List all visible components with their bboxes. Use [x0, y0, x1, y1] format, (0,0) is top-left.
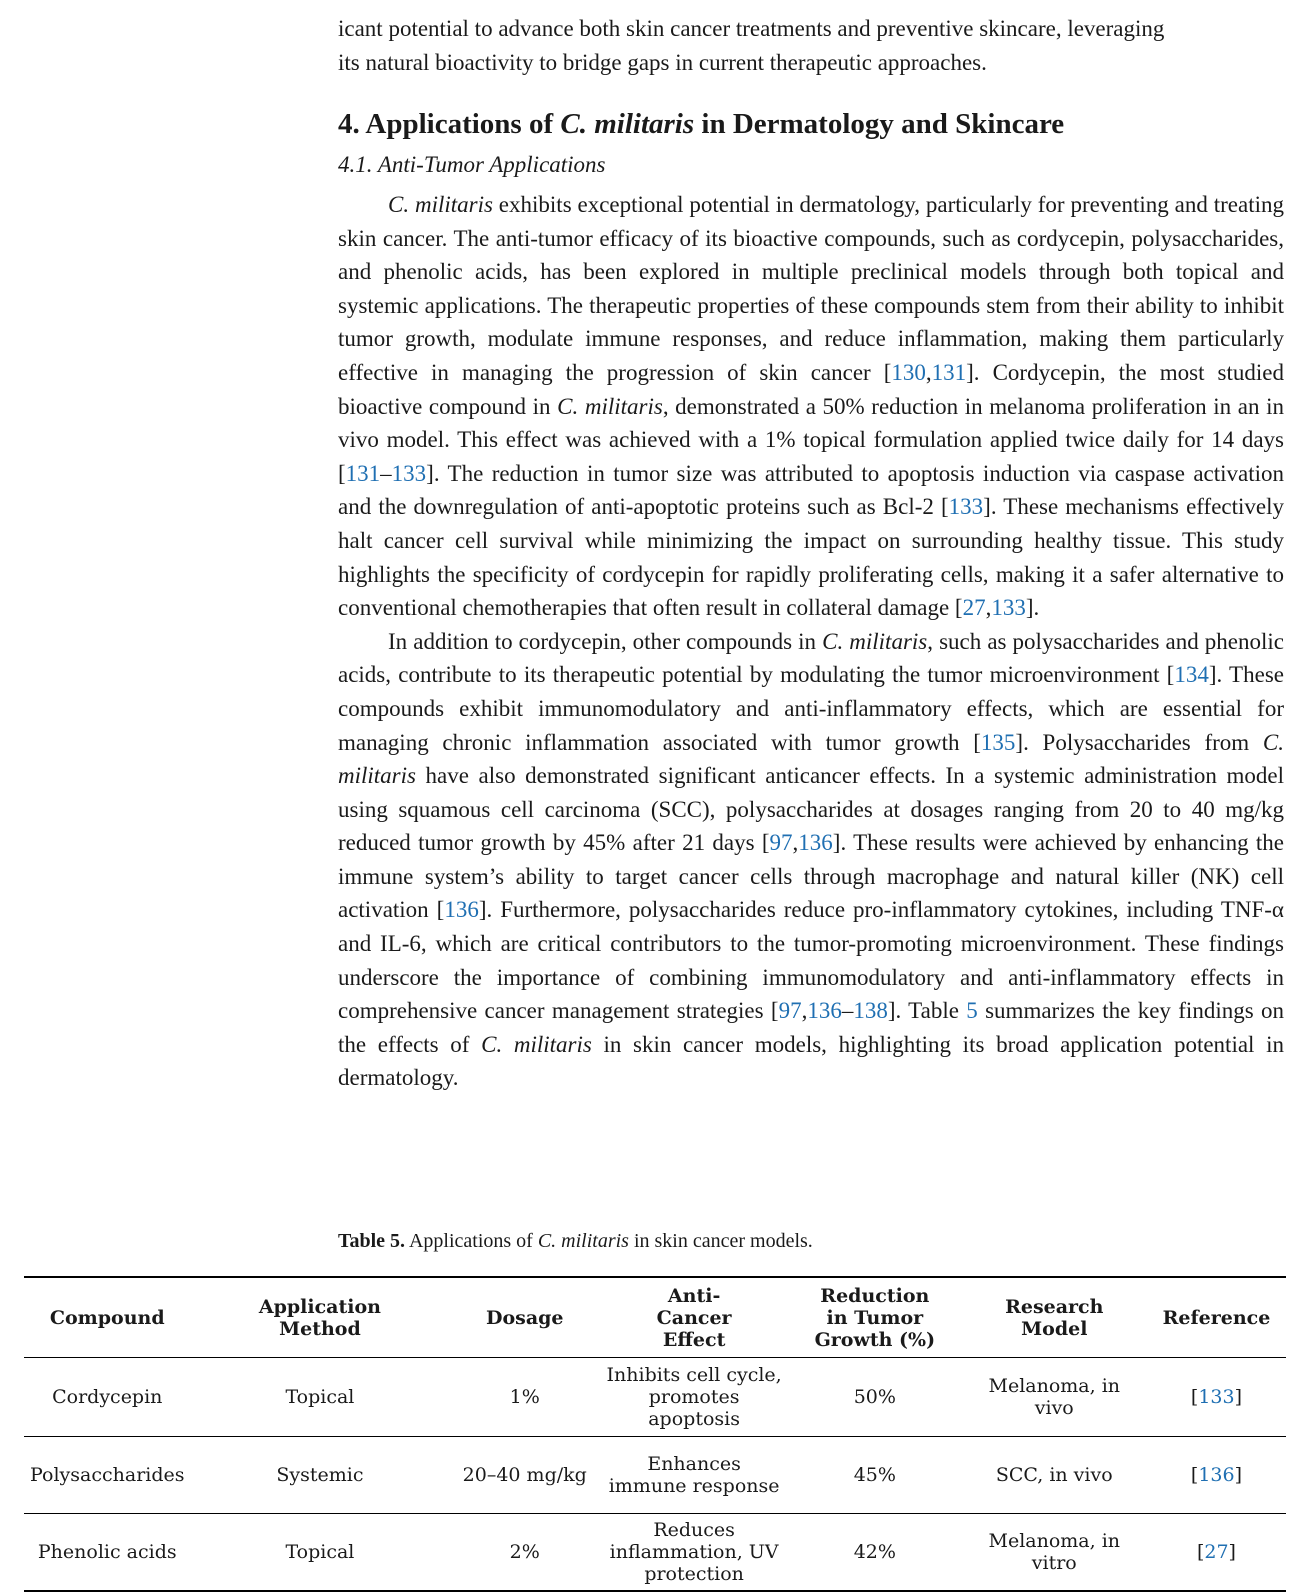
- table-row: [24, 1514, 1286, 1592]
- header-reference: Reference: [1147, 1277, 1286, 1358]
- cell-research-model: SCC, in vivo: [962, 1437, 1147, 1514]
- cell-anti-cancer-effect: Enhances immune response: [600, 1437, 788, 1514]
- header-dosage: Dosage: [449, 1277, 600, 1358]
- cell-reduction: 50%: [788, 1358, 962, 1437]
- intro-line: its natural bioactivity to bridge gaps in current therapeutic approaches.: [338, 49, 987, 75]
- citation-link[interactable]: 136: [798, 830, 833, 856]
- citation-link[interactable]: 133: [1198, 1386, 1235, 1408]
- intro-paragraph: [338, 12, 1284, 79]
- table-caption: Table 5. Applications of C. militaris in skin cancer models.: [338, 1230, 813, 1252]
- citation-link[interactable]: 97: [778, 998, 802, 1024]
- citation-link[interactable]: 97: [769, 830, 793, 856]
- cell-application-method: Topical: [191, 1514, 450, 1592]
- body-text: [338, 188, 1284, 1095]
- applications-table: [24, 1276, 1286, 1592]
- paragraph-1: C. militaris exhibits exceptional potential in dermatology, particularly for preventing and treating skin cancer. The anti-tumor efficacy of its bioactive compounds, such as cordycepin, polysaccharides, and phenolic acids, has been explored in multiple preclinical models through both topical and systemic applications. The therapeutic properties of these compounds stem from their ability to inhibit tumor growth, modulate immune responses, and reduce inflammation, making them particularly effective in managing the progression of skin cancer [130,131]. Cordycepin, the most studied bioactive compound in C. militaris, demonstrated a 50% reduction in melanoma proliferation in an in vivo model. This effect was achieved with a 1% topical formulation applied twice daily for 14 days [131–133]. The reduction in tumor size was attributed to apoptosis induction via caspase activation and the downregulation of anti-apoptotic proteins such as Bcl-2 [133]. These mechanisms effectively halt cancer cell survival while minimizing the impact on surrounding healthy tissue. This study highlights the specificity of cordycepin for rapidly proliferating cells, making it a safer alternative to conventional chemotherapies that often result in collateral damage [27,133].: [338, 192, 1284, 621]
- cell-reduction: 45%: [788, 1437, 962, 1514]
- header-research-model: Research Model: [962, 1277, 1147, 1358]
- cell-reference: [136]: [1147, 1437, 1286, 1514]
- cell-dosage: 20–40 mg/kg: [449, 1437, 600, 1514]
- intro-line: icant potential to advance both skin cancer treatments and preventive skincare, leveraging: [338, 16, 1165, 41]
- cell-application-method: Systemic: [191, 1437, 450, 1514]
- header-anti-cancer-effect: Anti-Cancer Effect: [600, 1277, 788, 1358]
- citation-link[interactable]: 134: [1174, 662, 1209, 688]
- citation-link[interactable]: 136: [807, 998, 842, 1024]
- citation-link[interactable]: 130: [891, 359, 926, 385]
- citation-link[interactable]: 27: [1204, 1541, 1229, 1563]
- cell-compound: Cordycepin: [24, 1358, 191, 1437]
- header-compound: Compound: [24, 1277, 191, 1358]
- table-link[interactable]: 5: [966, 998, 978, 1024]
- cell-dosage: 2%: [449, 1514, 600, 1592]
- citation-link[interactable]: 131: [931, 359, 967, 385]
- citation-link[interactable]: 27: [962, 595, 986, 621]
- citation-link[interactable]: 133: [391, 460, 427, 486]
- citation-link[interactable]: 133: [991, 595, 1026, 621]
- table-row: [24, 1437, 1286, 1514]
- cell-application-method: Topical: [191, 1358, 450, 1437]
- cell-anti-cancer-effect: Reduces inflammation, UV protection: [600, 1514, 788, 1592]
- citation-link[interactable]: 138: [853, 998, 888, 1024]
- citation-link[interactable]: 136: [1198, 1464, 1235, 1486]
- cell-compound: Polysaccharides: [24, 1437, 191, 1514]
- header-application-method: Application Method: [191, 1277, 450, 1358]
- section-heading: 4. Applications of C. militaris in Dermatology and Skincare: [338, 108, 1065, 140]
- citation-link[interactable]: 131: [345, 460, 381, 486]
- cell-reference: [133]: [1147, 1358, 1286, 1437]
- citation-link[interactable]: 136: [444, 897, 479, 923]
- subsection-heading: 4.1. Anti-Tumor Applications: [338, 152, 606, 177]
- paragraph-2: In addition to cordycepin, other compounds in C. militaris, such as polysaccharides and phenolic acids, contribute to its therapeutic potential by modulating the tumor microenvironment [134]. These compounds exhibit immunomodulatory and anti-inflammatory effects, which are essential for managing chronic inflammation associated with tumor growth [135]. Polysaccharides from C. militaris have also demonstrated significant anticancer effects. In a systemic administration model using squamous cell carcinoma (SCC), polysaccharides at dosages ranging from 20 to 40 mg/kg reduced tumor growth by 45% after 21 days [97,136]. These results were achieved by enhancing the immune system’s ability to target cancer cells through macrophage and natural killer (NK) cell activation [136]. Furthermore, polysaccharides reduce pro-inflammatory cytokines, including TNF-α and IL-6, which are critical contributors to the tumor-promoting microenvironment. These findings underscore the importance of combining immunomodulatory and anti-inflammatory effects in comprehensive cancer management strategies [97,136–138]. Table 5 summarizes the key findings on the effects of C. militaris in skin cancer models, highlighting its broad application potential in dermatology.: [338, 628, 1285, 1091]
- cell-compound: Phenolic acids: [24, 1514, 191, 1592]
- cell-dosage: 1%: [449, 1358, 600, 1437]
- table-row: [24, 1358, 1286, 1437]
- cell-reduction: 42%: [788, 1514, 962, 1592]
- cell-research-model: Melanoma, in vitro: [962, 1514, 1147, 1592]
- cell-anti-cancer-effect: Inhibits cell cycle, promotes apoptosis: [600, 1358, 788, 1437]
- citation-link[interactable]: 135: [980, 729, 1016, 755]
- cell-research-model: Melanoma, in vivo: [962, 1358, 1147, 1437]
- cell-reference: [27]: [1147, 1514, 1286, 1592]
- header-reduction: Reduction in Tumor Growth (%): [788, 1277, 962, 1358]
- table-header-row: [24, 1277, 1286, 1358]
- citation-link[interactable]: 133: [948, 494, 984, 520]
